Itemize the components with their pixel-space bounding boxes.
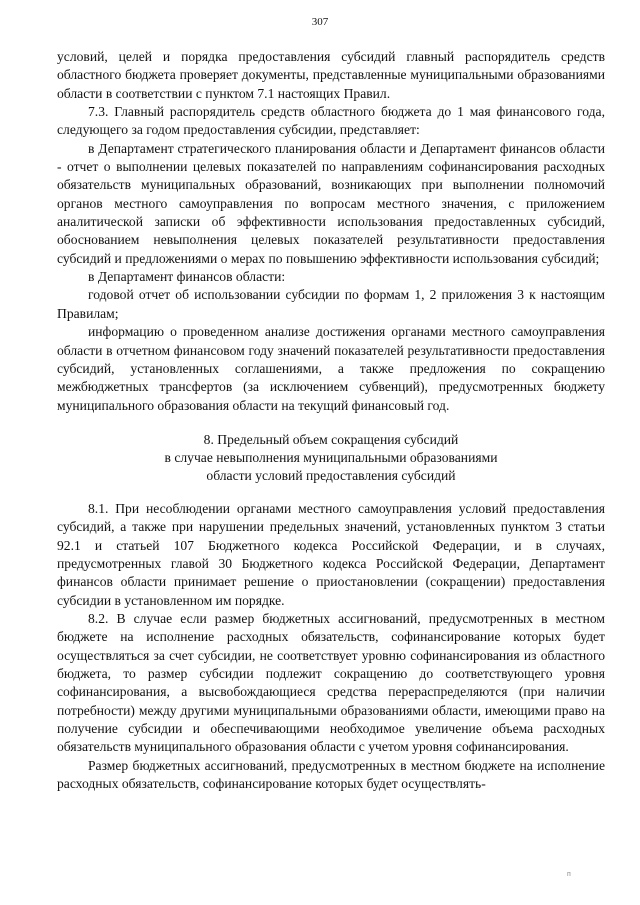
paragraph-7-3: 7.3. Главный распорядитель средств областного бюджета до 1 мая финансового года, следующего за годом предоставления субсидии, представляет: xyxy=(57,104,605,138)
paragraph-analysis-info: информацию о проведенном анализе достижения органами местного самоуправления области в отчетном финансовом году значений показателей результативности предоставления субсидий, установленных соглашениями, а также предложения по сокращению межбюджетных трансфертов (за исключением субвенций), предусмотренных бюджету муниципального образования области на текущий финансовый год. xyxy=(57,324,605,413)
section-8-heading xyxy=(57,431,605,485)
paragraph-annual-report: годовой отчет об использовании субсидии по формам 1, 2 приложения 3 к настоящим Правилам; xyxy=(57,287,605,321)
section-8-heading-line-1: 8. Предельный объем сокращения субсидий xyxy=(203,431,459,447)
section-8-heading-line-2: в случае невыполнения муниципальными образованиями xyxy=(164,449,498,465)
paragraph-strategic-dept-report: в Департамент стратегического планирования области и Департамент финансов области - отчет о выполнении целевых показателей по направлениям софинансирования расходных обязательств муниципальных образований, возникающих при выполнении полномочий органов местного самоуправления по вопросам местного значения, с приложением аналитической записки об эффективности использования предоставленных субсидий, обоснованием невыполнения целевых показателей результативности предоставления субсидий и предложениями о мерах по повышению эффективности использования субсидий; xyxy=(57,140,605,266)
paragraph-budget-allocations: Размер бюджетных ассигнований, предусмотренных в местном бюджете на исполнение расходных обязательств, софинансирование которых будет осуществлять- xyxy=(57,757,605,792)
paragraph-finance-dept: в Департамент финансов области: xyxy=(88,269,286,285)
section-8-heading-line-3: области условий предоставления субсидий xyxy=(206,467,456,483)
paragraph-8-1: 8.1. При несоблюдении органами местного самоуправления условий предоставления субсидий, а также при нарушении предельных значений, установленных пунктом 3 статьи 92.1 и статьей 107 Бюджетного кодекса Российской Федерации, и в случаях, предусмотренных главой 30 Бюджетного кодекса Российской Федерации, Департамент финансов области принимает решение о приостановлении (сокращении) предоставления субсидии в установленном им порядке. xyxy=(57,500,605,608)
corner-mark: п xyxy=(567,871,571,878)
page-number: 307 xyxy=(311,16,329,28)
document-body xyxy=(57,48,605,793)
paragraph-8-2: 8.2. В случае если размер бюджетных ассигнований, предусмотренных в местном бюджете на исполнение расходных обязательств, софинансирование которых будет осуществляться за счет субсидии, не соответствует уровню софинансирования из областного бюджета, то размер субсидии подлежит сокращению до соответствующего уровня софинансирования, а высвобождающиеся средства перераспределяются (при наличии потребности) между другими муниципальными образованиями области, имеющими право на получение субсидии и обеспечивающими необходимое увеличение объема расходных обязательств муниципального образования области с учетом уровня софинансирования. xyxy=(57,610,605,755)
paragraph-continuation: условий, целей и порядка предоставления субсидий главный распорядитель средств областного бюджета проверяет документы, представленные муниципальными образованиями области в соответствии с пунктом 7.1 настоящих Правил. xyxy=(57,49,605,101)
